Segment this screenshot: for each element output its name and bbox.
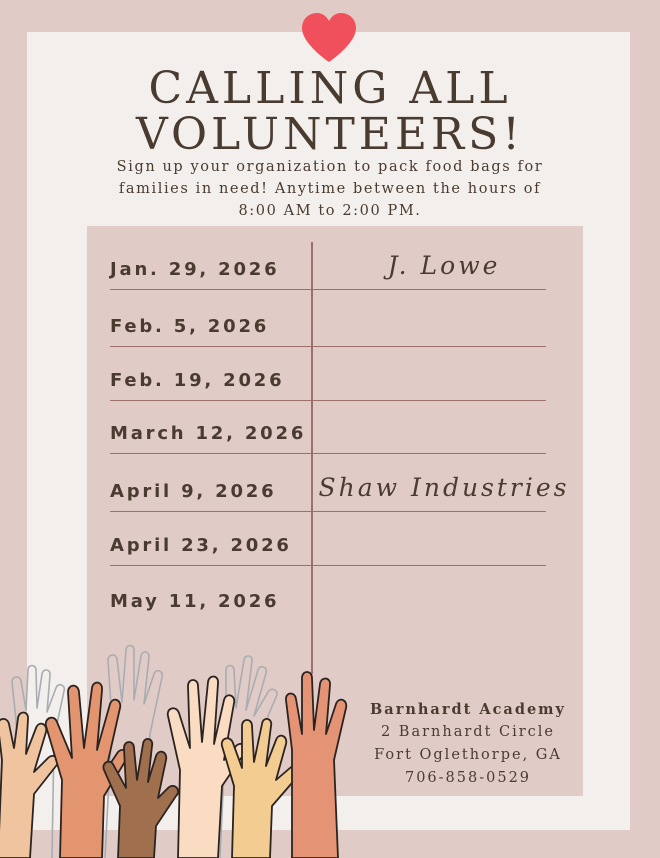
title-line-2: VOLUNTEERS! <box>135 109 524 160</box>
subtitle-line-2: families in need! Anytime between the hours of <box>118 181 542 197</box>
row-date: April 23, 2026 <box>110 535 292 556</box>
schedule-row <box>110 235 546 290</box>
contact-phone: 706-858-0529 <box>404 770 532 786</box>
schedule-row <box>110 567 546 622</box>
contact-street: 2 Barnhardt Circle <box>380 724 556 740</box>
row-date: Feb. 19, 2026 <box>110 370 285 391</box>
schedule-row <box>110 457 570 512</box>
row-date: March 12, 2026 <box>110 423 307 444</box>
schedule-row <box>110 346 546 401</box>
subtitle-line-3: 8:00 AM to 2:00 PM. <box>238 203 422 219</box>
row-rule <box>110 453 546 455</box>
heart-icon <box>300 12 358 64</box>
subtitle <box>60 156 600 222</box>
schedule-row <box>110 399 546 454</box>
row-rule <box>110 289 546 291</box>
raised-hands-illustration <box>0 630 350 858</box>
title-line-1: CALLING ALL <box>148 63 512 114</box>
row-signup: J. Lowe <box>387 251 501 280</box>
subtitle-line-1: Sign up your organization to pack food bags for <box>116 159 544 175</box>
row-date: Feb. 5, 2026 <box>110 316 270 337</box>
row-date: May 11, 2026 <box>110 591 280 612</box>
row-date: Jan. 29, 2026 <box>110 259 280 280</box>
contact-name: Barnhardt Academy <box>370 701 566 718</box>
contact-block <box>348 698 588 790</box>
row-signup: Shaw Industries <box>318 473 570 502</box>
row-rule <box>110 565 546 567</box>
schedule-row <box>110 292 546 347</box>
schedule-row <box>110 511 546 566</box>
contact-city: Fort Oglethorpe, GA <box>374 747 562 763</box>
row-date: April 9, 2026 <box>110 481 277 502</box>
